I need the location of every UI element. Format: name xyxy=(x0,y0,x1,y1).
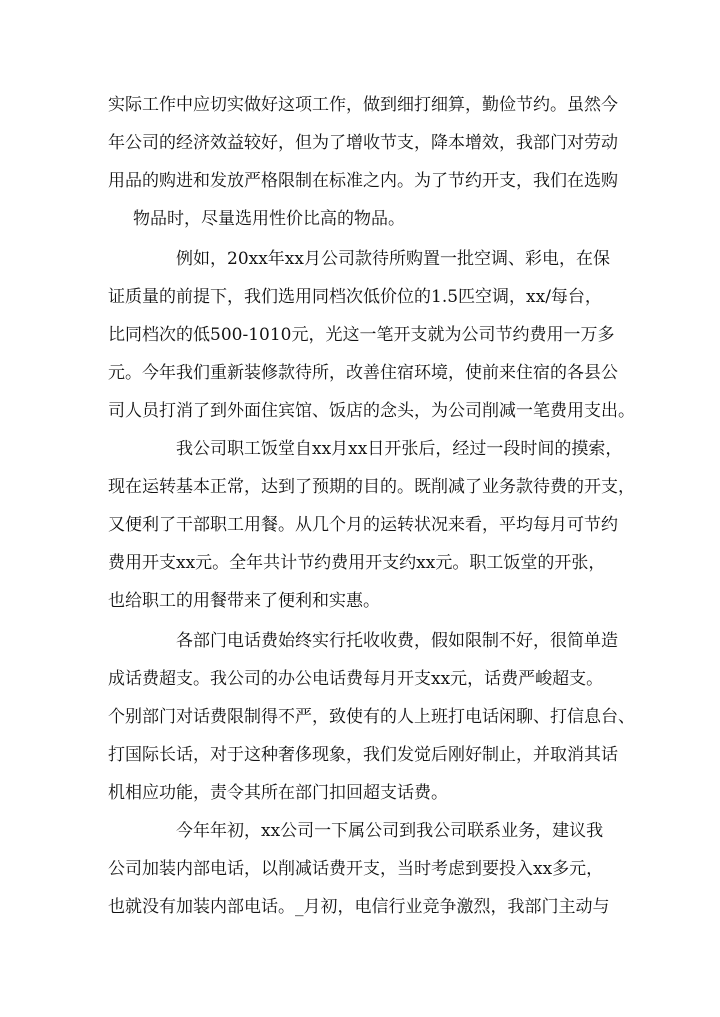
text-line: 用品的购进和发放严格限制在标准之内。为了节约开支，我们在选购 xyxy=(108,171,618,191)
text-line: 物品时，尽量选用性价比高的物品。 xyxy=(133,209,405,229)
text-line: 各部门电话费始终实行托收收费，假如限制不好，很简单造 xyxy=(176,631,618,651)
text-line: 证质量的前提下，我们选用同档次低价位的1.5匹空调，xx/每台， xyxy=(108,287,602,307)
text-line: 今年年初，xx公司一下属公司到我公司联系业务，建议我 xyxy=(176,821,604,841)
text-line: 公司加装内部电话，以削减话费开支，当时考虑到要投入xx多元， xyxy=(108,859,604,879)
text-line: 又便利了干部职工用餐。从几个月的运转状况来看，平均每月可节约 xyxy=(108,515,618,535)
text-line: 也给职工的用餐带来了便利和实惠。 xyxy=(108,591,380,611)
text-line: 比同档次的低500-1010元，光这一笔开支就为公司节约费用一万多 xyxy=(108,325,615,345)
text-line: 我公司职工饭堂自xx月xx日开张后，经过一段时间的摸索， xyxy=(176,439,623,459)
text-line: 成话费超支。我公司的办公电话费每月开支xx元，话费严峻超支。 xyxy=(108,669,604,689)
text-line: 实际工作中应切实做好这项工作，做到细打细算，勤俭节约。虽然今 xyxy=(108,95,618,115)
text-line: 机相应功能，责令其所在部门扣回超支话费。 xyxy=(108,783,448,803)
text-line: 元。今年我们重新装修款待所，改善住宿环境，使前来住宿的各县公 xyxy=(108,363,618,383)
text-line: 司人员打消了到外面住宾馆、饭店的念头，为公司削减一笔费用支出。 xyxy=(108,401,635,421)
text-line: 现在运转基本正常，达到了预期的目的。既削减了业务款待费的开支， xyxy=(108,477,635,497)
text-line: 例如，20xx年xx月公司款待所购置一批空调、彩电，在保 xyxy=(176,249,610,269)
text-line: 费用开支xx元。全年共计节约费用开支约xx元。职工饭堂的开张， xyxy=(108,553,606,573)
text-line: 年公司的经济效益较好，但为了增收节支，降本增效，我部门对劳动 xyxy=(108,133,618,153)
text-line: 打国际长话，对于这种奢侈现象，我们发觉后刚好制止，并取消其话 xyxy=(108,745,618,765)
text-line: 个别部门对话费限制得不严，致使有的人上班打电话闲聊、打信息台、 xyxy=(108,707,635,727)
text-line: 也就没有加装内部电话。_月初，电信行业竞争激烈，我部门主动与 xyxy=(108,897,610,917)
